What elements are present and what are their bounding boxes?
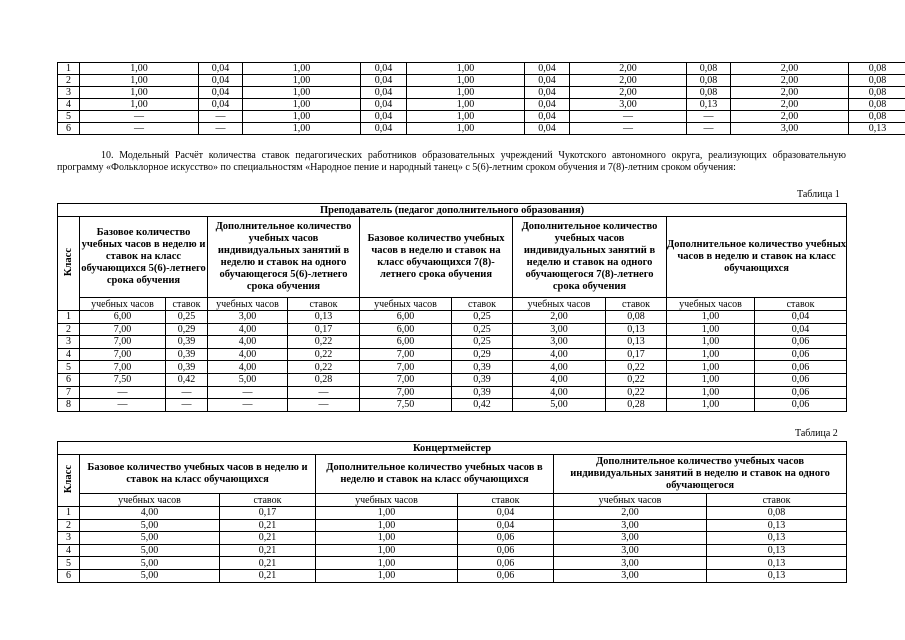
top-table-value-cell: 1,00 [407, 87, 525, 99]
table1-value-cell: 1,00 [667, 311, 755, 324]
table2-value-cell: 0,21 [220, 557, 316, 570]
table1-value-cell: 0,28 [606, 399, 667, 412]
paragraph-text: 10. Модельный Расчёт количества ставок педагогических работников образовательных учреждений Чукотского автономного округа, реализующих образовательную программу «Фольклорное искусство» по специальностям «Народное пение и народный танец» с 5(6)-летним сроком обучения и 7(8)-летним сроком обучения: [57, 150, 846, 173]
top-table-value-cell: 3,00 [731, 123, 849, 135]
sub-rates: ставок [166, 298, 208, 311]
top-table [57, 62, 905, 135]
top-table-value-cell: 1,00 [243, 87, 361, 99]
class-label: Класс [63, 247, 74, 277]
top-table-value-cell: 0,08 [687, 87, 731, 99]
table1-value-cell: 1,00 [667, 361, 755, 374]
table1-row [58, 399, 847, 412]
table1-value-cell: 7,50 [80, 373, 166, 386]
table2-row [58, 569, 847, 582]
table1-header-extra-class: Дополнительное количество учебных часов в неделю и ставок на класс обучающихся [667, 217, 847, 298]
table2-value-cell: 3,00 [554, 532, 707, 545]
top-table-value-cell: 2,00 [570, 75, 687, 87]
class-label: Класс [63, 464, 74, 494]
sub-hours: учебных часов [667, 298, 755, 311]
top-table-value-cell: 0,08 [687, 75, 731, 87]
table1-class-cell: 8 [58, 399, 80, 412]
table1-value-cell: 5,00 [208, 373, 288, 386]
table2-value-cell: 0,13 [707, 557, 847, 570]
table1-value-cell: 0,06 [755, 386, 847, 399]
top-table-value-cell: 0,08 [849, 111, 905, 123]
top-table-value-cell: 2,00 [570, 87, 687, 99]
table1-class-cell: 5 [58, 361, 80, 374]
table1-value-cell: 0,08 [606, 311, 667, 324]
table1-value-cell: 0,39 [166, 336, 208, 349]
table1-value-cell: 0,06 [755, 361, 847, 374]
top-table-value-cell: 0,13 [849, 123, 905, 135]
table1-class-cell: 1 [58, 311, 80, 324]
table2-value-cell: 0,17 [220, 507, 316, 520]
table1-value-cell: 0,22 [288, 348, 360, 361]
table2-header-extra-individual: Дополнительное количество учебных часов индивидуальных занятий в неделю и ставок на одного обучающегося [554, 455, 847, 494]
top-table-value-cell: 1,00 [407, 111, 525, 123]
table1-value-cell: — [80, 399, 166, 412]
table1-value-cell: 7,00 [360, 386, 452, 399]
table1-value-cell: 0,22 [288, 336, 360, 349]
table1-body [58, 311, 847, 412]
top-table-value-cell: 2,00 [731, 99, 849, 111]
top-table-body [58, 63, 905, 135]
top-table-value-cell: 0,04 [361, 99, 407, 111]
top-table-class-cell: 2 [58, 75, 80, 87]
top-table-value-cell: — [570, 111, 687, 123]
table1-class-cell: 3 [58, 336, 80, 349]
table2-title: Концертмейстер [58, 442, 847, 455]
top-table-value-cell: 0,04 [199, 87, 243, 99]
sub-hours: учебных часов [554, 494, 707, 507]
table1-class-cell: 2 [58, 323, 80, 336]
table2-value-cell: 1,00 [316, 569, 458, 582]
table2-value-cell: 0,06 [458, 544, 554, 557]
table1-value-cell: 0,25 [452, 311, 513, 324]
table2-value-cell: 0,06 [458, 557, 554, 570]
table2-value-cell: 5,00 [80, 569, 220, 582]
table1-value-cell: 0,25 [452, 323, 513, 336]
table1-value-cell: — [166, 399, 208, 412]
top-table-value-cell: 0,04 [525, 123, 570, 135]
sub-rates: ставок [452, 298, 513, 311]
sub-hours: учебных часов [80, 298, 166, 311]
table1-class-cell: 4 [58, 348, 80, 361]
top-table-value-cell: 0,04 [361, 75, 407, 87]
table2-value-cell: 0,13 [707, 544, 847, 557]
table1-value-cell: 0,25 [166, 311, 208, 324]
table2-value-cell: 0,21 [220, 569, 316, 582]
top-table-row [58, 87, 905, 99]
table1-value-cell: 0,29 [166, 323, 208, 336]
top-table-value-cell: 2,00 [731, 63, 849, 75]
table1-value-cell: 4,00 [208, 348, 288, 361]
top-table-value-cell: 2,00 [731, 87, 849, 99]
top-table-value-cell: — [687, 111, 731, 123]
table2-value-cell: 1,00 [316, 519, 458, 532]
table1-value-cell: 0,17 [606, 348, 667, 361]
table1 [57, 203, 847, 412]
top-table-row [58, 111, 905, 123]
top-table-value-cell: — [570, 123, 687, 135]
table1-row [58, 311, 847, 324]
top-table-value-cell: 0,08 [849, 75, 905, 87]
table2-value-cell: 0,04 [458, 507, 554, 520]
table1-value-cell: — [80, 386, 166, 399]
table2-value-cell: 0,06 [458, 569, 554, 582]
table1-value-cell: 0,22 [606, 361, 667, 374]
table1-value-cell: 3,00 [513, 323, 606, 336]
top-table-value-cell: 1,00 [243, 75, 361, 87]
intro-paragraph [57, 150, 846, 174]
table1-row [58, 336, 847, 349]
table2 [57, 441, 847, 583]
top-table-value-cell: 0,04 [525, 75, 570, 87]
table1-value-cell: 4,00 [513, 361, 606, 374]
table1-value-cell: 7,00 [80, 361, 166, 374]
table1-value-cell: 0,25 [452, 336, 513, 349]
top-table-value-cell: — [687, 123, 731, 135]
table2-caption: Таблица 2 [795, 428, 838, 439]
table1-value-cell: 0,39 [166, 361, 208, 374]
top-table-value-cell: 1,00 [80, 63, 199, 75]
table1-value-cell: 7,00 [360, 348, 452, 361]
table1-value-cell: 7,50 [360, 399, 452, 412]
top-table-row [58, 123, 905, 135]
table1-value-cell: 6,00 [360, 336, 452, 349]
table1-value-cell: — [288, 399, 360, 412]
table1-row [58, 323, 847, 336]
top-table-class-cell: 4 [58, 99, 80, 111]
top-table-value-cell: 0,08 [849, 87, 905, 99]
sub-rates: ставок [606, 298, 667, 311]
table1-value-cell: — [288, 386, 360, 399]
table1-value-cell: 4,00 [513, 348, 606, 361]
table1-row [58, 348, 847, 361]
table2-subheader-row [58, 494, 847, 507]
top-table-class-cell: 3 [58, 87, 80, 99]
top-table-value-cell: 1,00 [243, 99, 361, 111]
top-table-value-cell: 0,04 [361, 111, 407, 123]
table1-value-cell: 1,00 [667, 348, 755, 361]
top-table-value-cell: 3,00 [570, 99, 687, 111]
table2-value-cell: 1,00 [316, 544, 458, 557]
sub-rates: ставок [458, 494, 554, 507]
table1-value-cell: 4,00 [513, 386, 606, 399]
table1-value-cell: 0,22 [606, 373, 667, 386]
top-table-value-cell: 1,00 [243, 63, 361, 75]
top-table-value-cell: 0,04 [199, 75, 243, 87]
table1-value-cell: 0,22 [606, 386, 667, 399]
table1-value-cell: 7,00 [80, 323, 166, 336]
top-table-value-cell: 1,00 [407, 99, 525, 111]
top-table-value-cell: 1,00 [407, 123, 525, 135]
table2-value-cell: 0,13 [707, 519, 847, 532]
top-table-value-cell: 0,13 [687, 99, 731, 111]
table1-title: Преподаватель (педагог дополнительного образования) [58, 204, 847, 217]
table1-value-cell: 0,42 [166, 373, 208, 386]
top-table-value-cell: 0,08 [849, 63, 905, 75]
table1-row [58, 361, 847, 374]
table2-value-cell: 0,06 [458, 532, 554, 545]
table1-value-cell: 7,00 [80, 336, 166, 349]
table1-value-cell: — [208, 386, 288, 399]
table2-class-cell: 6 [58, 569, 80, 582]
table2-value-cell: 1,00 [316, 557, 458, 570]
sub-hours: учебных часов [513, 298, 606, 311]
top-table-value-cell: 0,04 [199, 99, 243, 111]
table1-value-cell: 7,00 [360, 373, 452, 386]
top-table-value-cell: 0,04 [525, 87, 570, 99]
table2-header-base: Базовое количество учебных часов в неделю и ставок на класс обучающихся [80, 455, 316, 494]
top-table-value-cell: — [80, 111, 199, 123]
top-table-value-cell: 1,00 [407, 63, 525, 75]
table2-value-cell: 3,00 [554, 557, 707, 570]
table1-value-cell: 0,04 [755, 311, 847, 324]
top-table-value-cell: 0,08 [687, 63, 731, 75]
sub-hours: учебных часов [80, 494, 220, 507]
table2-value-cell: 1,00 [316, 507, 458, 520]
table1-value-cell: 4,00 [208, 323, 288, 336]
table1-header-base-7-8: Базовое количество учебных часов в неделю и ставок на класс обучающихся 7(8)-летнего срока обучения [360, 217, 513, 298]
sub-rates: ставок [220, 494, 316, 507]
top-table-value-cell: 0,04 [361, 87, 407, 99]
table1-header-base-5-6: Базовое количество учебных часов в неделю и ставок на класс обучающихся 5(6)-летнего срока обучения [80, 217, 208, 298]
table2-value-cell: 3,00 [554, 519, 707, 532]
top-table-value-cell: 0,04 [525, 111, 570, 123]
table1-value-cell: 0,39 [452, 373, 513, 386]
table1-value-cell: 0,42 [452, 399, 513, 412]
top-table-class-cell: 6 [58, 123, 80, 135]
table1-value-cell: 4,00 [208, 361, 288, 374]
top-table-class-cell: 5 [58, 111, 80, 123]
top-table-value-cell: 1,00 [243, 111, 361, 123]
table1-subheader-row [58, 298, 847, 311]
table2-row [58, 557, 847, 570]
table1-value-cell: 7,00 [360, 361, 452, 374]
table1-value-cell: 6,00 [360, 311, 452, 324]
table2-value-cell: 1,00 [316, 532, 458, 545]
table1-value-cell: 5,00 [513, 399, 606, 412]
table2-class-header [58, 455, 80, 507]
top-table-value-cell: — [80, 123, 199, 135]
table2-header-extra-class: Дополнительное количество учебных часов в неделю и ставок на класс обучающихся [316, 455, 554, 494]
top-table-value-cell: 2,00 [570, 63, 687, 75]
sub-rates: ставок [755, 298, 847, 311]
table2-class-cell: 1 [58, 507, 80, 520]
table1-value-cell: 1,00 [667, 386, 755, 399]
sub-rates: ставок [288, 298, 360, 311]
table1-value-cell: 0,13 [606, 336, 667, 349]
table2-value-cell: 0,21 [220, 519, 316, 532]
table2-value-cell: 0,13 [707, 532, 847, 545]
table2-value-cell: 5,00 [80, 557, 220, 570]
table1-value-cell: 4,00 [513, 373, 606, 386]
table1-value-cell: — [166, 386, 208, 399]
top-table-value-cell: — [199, 111, 243, 123]
top-table-value-cell: — [199, 123, 243, 135]
table1-value-cell: 0,39 [452, 386, 513, 399]
top-table-value-cell: 0,04 [361, 123, 407, 135]
table2-value-cell: 4,00 [80, 507, 220, 520]
table1-row [58, 373, 847, 386]
table1-value-cell: 3,00 [208, 311, 288, 324]
table1-value-cell: 0,17 [288, 323, 360, 336]
table1-value-cell: 0,13 [288, 311, 360, 324]
table1-value-cell: 6,00 [360, 323, 452, 336]
top-table-row [58, 75, 905, 87]
top-table-value-cell: 1,00 [80, 87, 199, 99]
top-table-value-cell: 2,00 [731, 111, 849, 123]
table1-value-cell: 0,06 [755, 348, 847, 361]
sub-rates: ставок [707, 494, 847, 507]
top-table-row [58, 99, 905, 111]
top-table-value-cell: 1,00 [80, 75, 199, 87]
table1-value-cell: 7,00 [80, 348, 166, 361]
table1-value-cell: 1,00 [667, 336, 755, 349]
table1-value-cell: 0,04 [755, 323, 847, 336]
table2-value-cell: 2,00 [554, 507, 707, 520]
top-table-value-cell: 0,08 [849, 99, 905, 111]
table1-header-extra-7-8: Дополнительное количество учебных часов индивидуальных занятий в неделю и ставок на одного обучающегося 7(8)-летнего срока обучения [513, 217, 667, 298]
table1-value-cell: — [208, 399, 288, 412]
table2-row [58, 519, 847, 532]
table1-value-cell: 0,13 [606, 323, 667, 336]
table1-value-cell: 0,39 [452, 361, 513, 374]
table2-value-cell: 5,00 [80, 519, 220, 532]
sub-hours: учебных часов [316, 494, 458, 507]
table2-row [58, 507, 847, 520]
table1-value-cell: 2,00 [513, 311, 606, 324]
top-table-value-cell: 2,00 [731, 75, 849, 87]
top-table-value-cell: 1,00 [243, 123, 361, 135]
table1-class-cell: 7 [58, 386, 80, 399]
table2-row [58, 544, 847, 557]
table1-value-cell: 3,00 [513, 336, 606, 349]
table1-value-cell: 6,00 [80, 311, 166, 324]
table1-value-cell: 0,06 [755, 336, 847, 349]
table1-value-cell: 0,39 [166, 348, 208, 361]
table1-value-cell: 1,00 [667, 323, 755, 336]
table2-class-cell: 2 [58, 519, 80, 532]
table1-value-cell: 4,00 [208, 336, 288, 349]
table2-value-cell: 0,21 [220, 544, 316, 557]
top-table-class-cell: 1 [58, 63, 80, 75]
table2-body [58, 507, 847, 583]
table2-value-cell: 3,00 [554, 569, 707, 582]
table2-value-cell: 3,00 [554, 544, 707, 557]
table1-header-extra-5-6: Дополнительное количество учебных часов индивидуальных занятий в неделю и ставок на одного обучающегося 5(6)-летнего срока обучения [208, 217, 360, 298]
table1-value-cell: 0,28 [288, 373, 360, 386]
table2-class-cell: 4 [58, 544, 80, 557]
top-table-value-cell: 0,04 [525, 63, 570, 75]
table2-row [58, 532, 847, 545]
table2-value-cell: 0,13 [707, 569, 847, 582]
table1-row [58, 386, 847, 399]
table2-value-cell: 0,08 [707, 507, 847, 520]
table1-class-header [58, 217, 80, 311]
table1-value-cell: 0,22 [288, 361, 360, 374]
table1-class-cell: 6 [58, 373, 80, 386]
table1-value-cell: 1,00 [667, 399, 755, 412]
table1-caption: Таблица 1 [797, 189, 840, 200]
table2-value-cell: 0,04 [458, 519, 554, 532]
table2-class-cell: 3 [58, 532, 80, 545]
table1-value-cell: 0,06 [755, 399, 847, 412]
table2-value-cell: 5,00 [80, 532, 220, 545]
top-table-row [58, 63, 905, 75]
table1-value-cell: 0,06 [755, 373, 847, 386]
sub-hours: учебных часов [208, 298, 288, 311]
top-table-value-cell: 0,04 [199, 63, 243, 75]
table1-value-cell: 0,29 [452, 348, 513, 361]
sub-hours: учебных часов [360, 298, 452, 311]
top-table-value-cell: 0,04 [525, 99, 570, 111]
table2-value-cell: 0,21 [220, 532, 316, 545]
table2-value-cell: 5,00 [80, 544, 220, 557]
top-table-value-cell: 1,00 [407, 75, 525, 87]
top-table-value-cell: 0,04 [361, 63, 407, 75]
top-table-value-cell: 1,00 [80, 99, 199, 111]
table2-class-cell: 5 [58, 557, 80, 570]
table1-value-cell: 1,00 [667, 373, 755, 386]
